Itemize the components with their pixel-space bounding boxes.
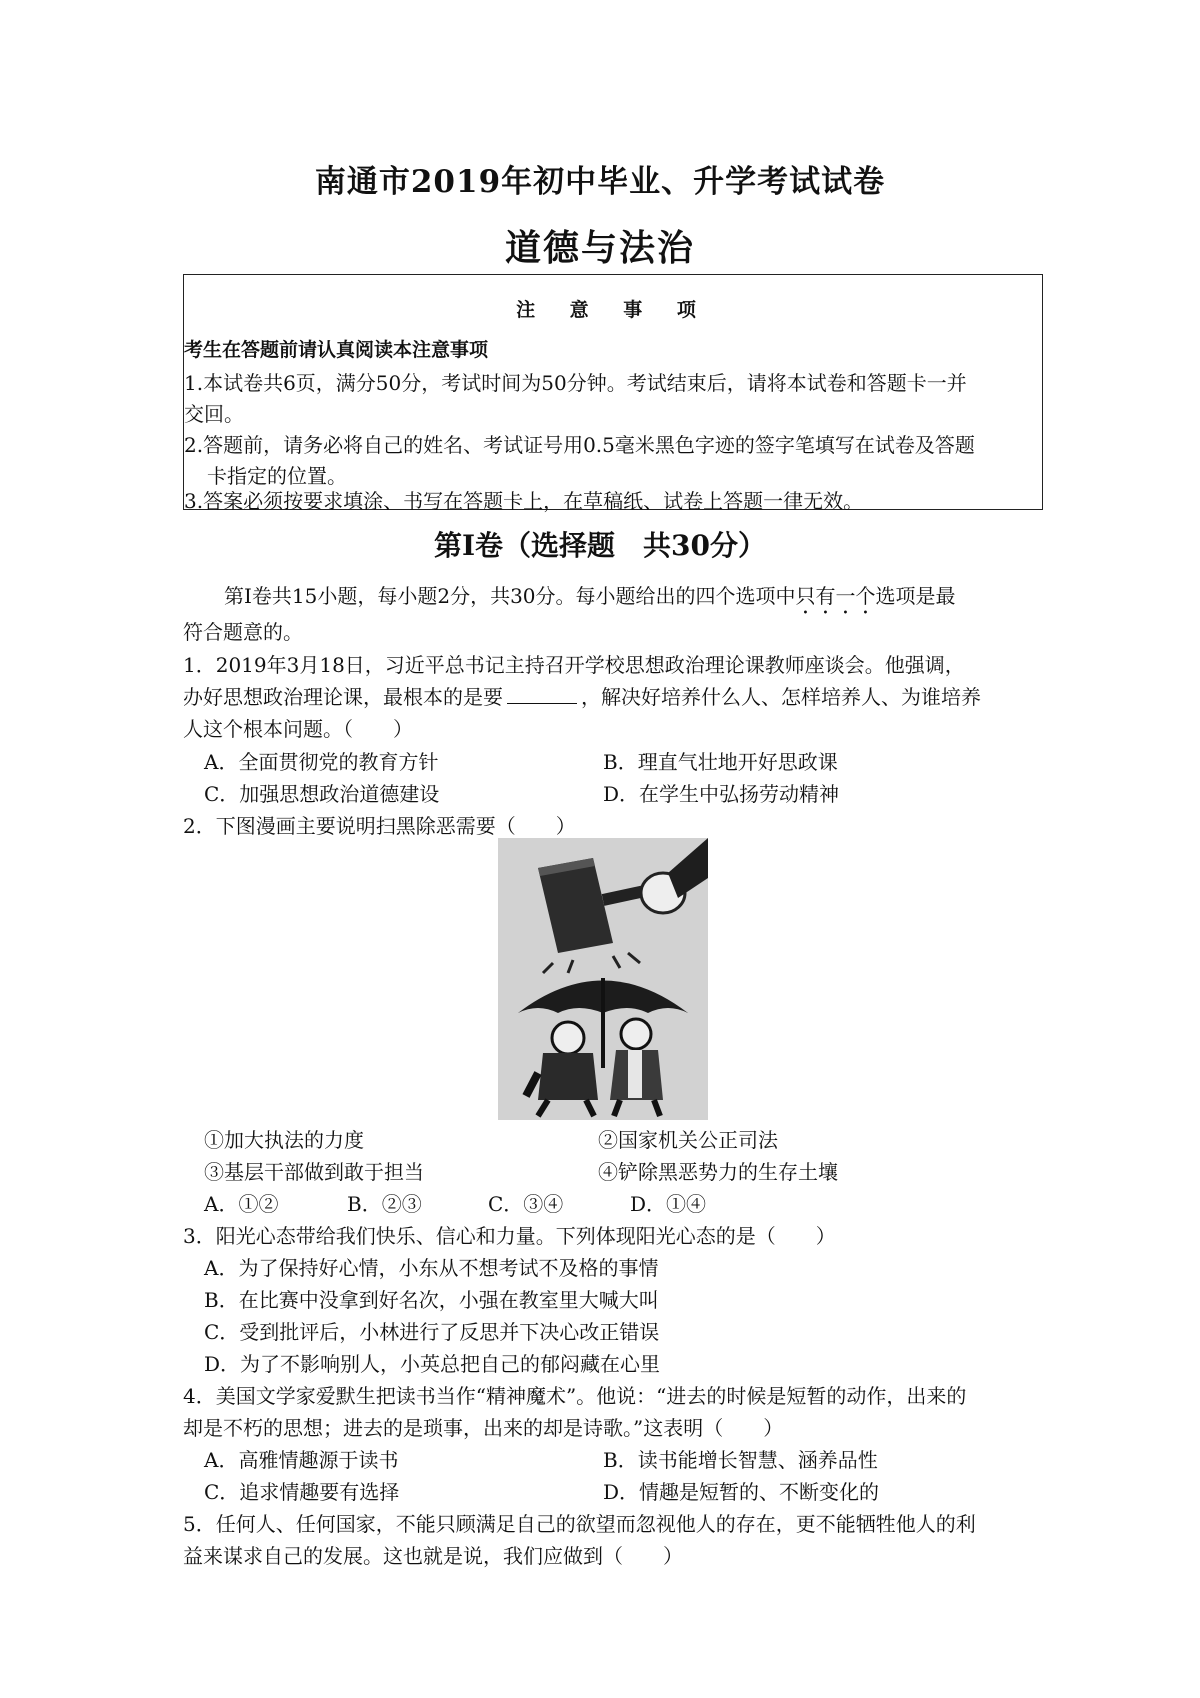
q3-option-c: C．受到批评后，小林进行了反思并下决心改正错误 (204, 1320, 660, 1344)
notice-box (183, 274, 1043, 513)
q1-answer-blank (507, 685, 577, 704)
section-title: 第Ⅰ卷（选择题 共30分） (433, 529, 767, 562)
q2-statement-1: ①加大执法的力度 (204, 1128, 364, 1152)
q3-line-1: 3．阳光心态带给我们快乐、信心和力量。下列体现阳光心态的是（ ） (183, 1224, 836, 1248)
q3-option-d: D．为了不影响别人，小英总把自己的郁闷藏在心里 (204, 1352, 661, 1376)
cartoon-image (498, 838, 708, 1120)
q5-line-2: 益来谋求自己的发展。这也就是说，我们应做到（ ） (183, 1544, 683, 1568)
q1-option-a: A．全面贯彻党的教育方针 (204, 750, 439, 774)
q1-line-3: 人这个根本问题。（ ） (183, 717, 413, 741)
q4-option-b: B．读书能增长智慧、涵养品性 (603, 1448, 878, 1472)
q1-option-b: B．理直气壮地开好思政课 (603, 750, 838, 774)
q2-line-1: 2．下图漫画主要说明扫黑除恶需要（ ） (183, 814, 576, 838)
subject-title: 道德与法治 (504, 227, 695, 269)
section-intro-line-1 (224, 580, 956, 619)
notice-item-2-line-1: 2.答题前，请务必将自己的姓名、考试证号用0.5毫米黑色字迹的签字笔填写在试卷及答题 (184, 433, 975, 457)
q4-option-a: A．高雅情趣源于读书 (204, 1448, 399, 1472)
notice-subheading: 考生在答题前请认真阅读本注意事项 (184, 339, 489, 361)
q1-option-d: D．在学生中弘扬劳动精神 (603, 782, 840, 806)
q2-option-a: A．①② (204, 1192, 279, 1216)
q1-line-2b: ，解决好培养什么人、怎样培养人、为谁培养 (581, 685, 981, 709)
notice-item-1-line-1: 1.本试卷共6页，满分50分，考试时间为50分钟。考试结束后，请将本试卷和答题卡一并 (184, 371, 967, 395)
q2-option-c: C．③④ (488, 1192, 564, 1216)
q2-option-b: B．②③ (347, 1192, 422, 1216)
q4-option-c: C．追求情趣要有选择 (204, 1480, 400, 1504)
q3-option-b: B．在比赛中没拿到好名次，小强在教室里大喊大叫 (204, 1288, 659, 1312)
q4-line-1: 4．美国文学家爱默生把读书当作“精神魔术”。他说：“进去的时候是短暂的动作，出来的 (183, 1384, 967, 1408)
notice-item-1-line-2: 交回。 (184, 402, 244, 426)
q2-statement-3: ③基层干部做到敢于担当 (204, 1160, 424, 1184)
notice-item-2-line-2: 卡指定的位置。 (207, 464, 347, 488)
q4-option-d: D．情趣是短暂的、不断变化的 (603, 1480, 880, 1504)
section-intro-b: 选项是最 (875, 584, 956, 608)
q5-line-1: 5．任何人、任何国家，不能只顾满足自己的欲望而忽视他人的存在，更不能牺牲他人的利 (183, 1512, 976, 1536)
q2-statement-4: ④铲除黑恶势力的生存土壤 (598, 1160, 838, 1184)
cartoon-drawing (498, 838, 708, 1120)
q3-option-a: A．为了保持好心情，小东从不想考试不及格的事情 (204, 1256, 659, 1280)
q2-option-d: D．①④ (630, 1192, 707, 1216)
q2-statement-2: ②国家机关公正司法 (598, 1128, 778, 1152)
section-intro-line-2: 符合题意的。 (183, 620, 303, 644)
section-intro-emphasis: 只有一个 (795, 584, 876, 608)
notice-item-3: 3.答案必须按要求填涂、书写在答题卡上，在草稿纸、试卷上答题一律无效。 (184, 489, 864, 513)
exam-title: 南通市2019年初中毕业、升学考试试卷 (314, 164, 886, 200)
q1-line-2a: 办好思想政治理论课，最根本的是要 (183, 685, 503, 709)
q1-option-c: C．加强思想政治道德建设 (204, 782, 440, 806)
q4-line-2: 却是不朽的思想；进去的是琐事，出来的却是诗歌。”这表明（ ） (183, 1416, 784, 1440)
q1-line-2 (183, 681, 981, 710)
notice-heading: 注 意 事 项 (516, 299, 710, 321)
q1-line-1: 1．2019年3月18日，习近平总书记主持召开学校思想政治理论课教师座谈会。他强调， (183, 653, 965, 677)
section-intro-a: 第Ⅰ卷共15小题，每小题2分，共30分。每小题给出的四个选项中 (224, 584, 796, 608)
